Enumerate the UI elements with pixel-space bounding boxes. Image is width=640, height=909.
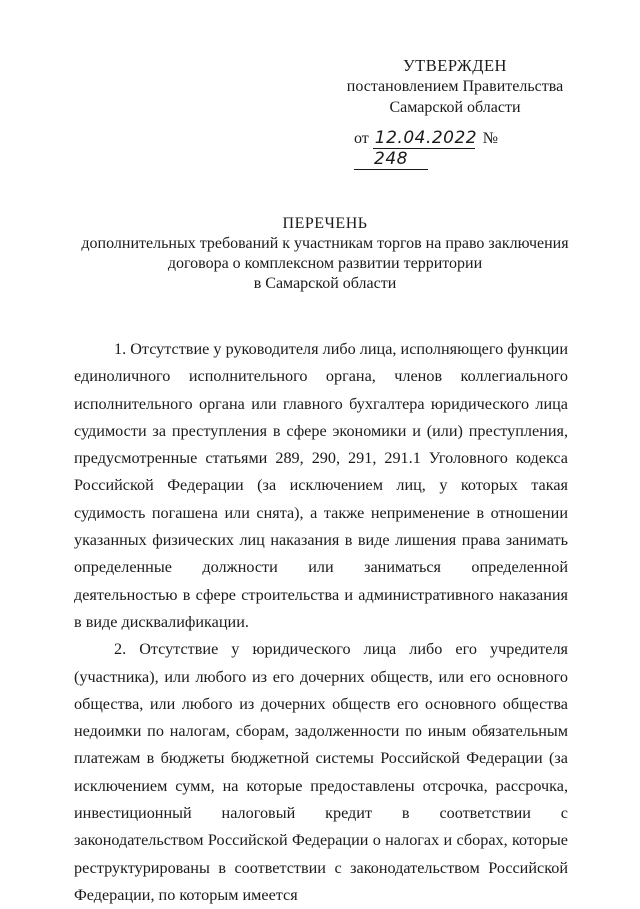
title-line-2: договора о комплексном развитии территории xyxy=(167,255,483,272)
document-title xyxy=(60,214,590,294)
approval-heading: УТВЕРЖДЕН xyxy=(403,56,507,75)
approval-line-2: постановлением Правительства xyxy=(346,78,564,95)
approval-date-number xyxy=(354,128,574,169)
title-line-1: дополнительных требований к участникам торгов на право заключения xyxy=(81,235,569,252)
title-line-3: в Самарской области xyxy=(253,275,397,292)
document-body xyxy=(74,336,568,909)
date-prefix: от xyxy=(354,130,369,147)
number-handwritten: 248 xyxy=(354,149,428,170)
date-handwritten: 12.04.2022 xyxy=(374,128,478,148)
title-heading: ПЕРЕЧЕНЬ xyxy=(282,215,368,232)
paragraph-1: 1. Отсутствие у руководителя либо лица, исполняющего функции единоличного исполнительного органа, членов коллегиального исполнительного органа или главного бухгалтера юридического лица судимости за преступления в сфере экономики и (или) преступления, предусмотренные статьями 289, 290, 291, 291.1 Уголовного кодекса Российской Федерации (за исключением лиц, у которых такая судимость погашена или снята), а также неприменение в отношении указанных физических лиц наказания в виде лишения права занимать определенные должности или заниматься определенной деятельностью в сфере строительства и административного наказания в виде дисквалификации. xyxy=(74,340,568,631)
paragraph-2: 2. Отсутствие у юридического лица либо его учредителя (участника), или любого из его дочерних обществ, или его основного общества, или любого из дочерних обществ его основного общества недоимки по налогам, сборам, задолженности по иным обязательным платежам в бюджеты бюджетной системы Российской Федерации (за исключением сумм, на которые предоставлены отсрочка, рассрочка, инвестиционный налоговый кредит в соответствии с законодательством Российской Федерации о налогах и сборах, которые реструктурированы в соответствии с законодательством Российской Федерации, по которым имеется xyxy=(74,640,568,904)
approval-line-3: Самарской области xyxy=(389,99,521,116)
approval-stamp xyxy=(330,55,580,118)
number-sign: № xyxy=(482,130,499,147)
